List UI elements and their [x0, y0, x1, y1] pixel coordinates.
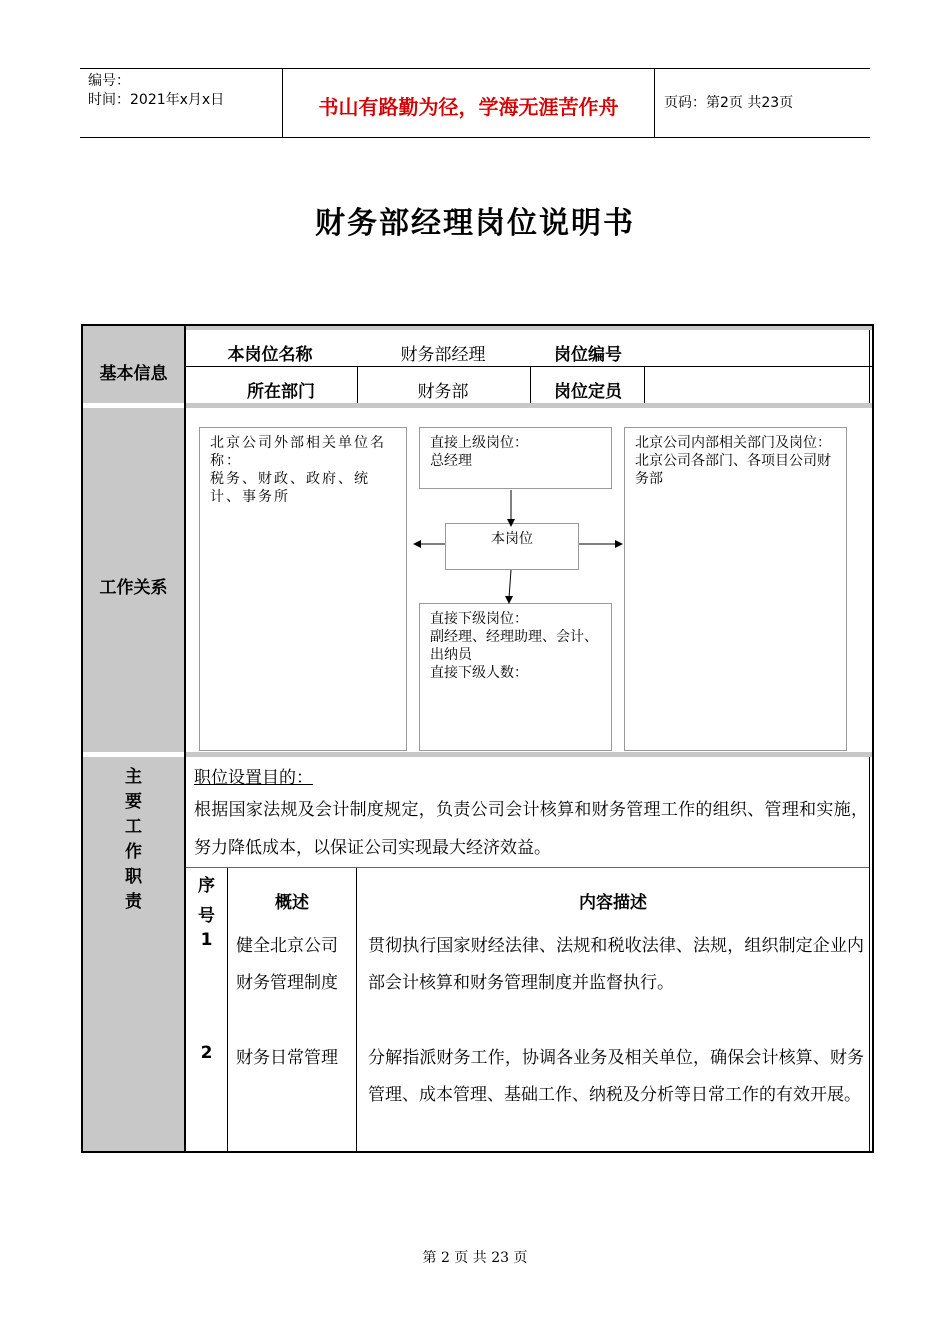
position-code-label: 岗位编号 — [554, 345, 622, 365]
document-title: 财务部经理岗位说明书 — [315, 206, 635, 241]
external-units-text: 北京公司外部相关单位名称： 税务、财政、政府、统计、事务所 — [210, 435, 386, 505]
self-position-text: 本岗位 — [491, 531, 533, 547]
headcount-label: 岗位定员 — [554, 382, 622, 402]
header-meta-cell — [80, 69, 283, 137]
department-label: 所在部门 — [247, 382, 315, 402]
row-summary: 健全北京公司财务管理制度 — [236, 936, 338, 993]
row-desc: 贯彻执行国家财经法律、法规和税收法律、法规，组织制定企业内部会计核算和财务管理制度并监督执行。 — [368, 936, 864, 993]
page-label: 页码：第2页 共23页 — [664, 95, 794, 111]
page-footer: 第 2 页 共 23 页 — [422, 1250, 528, 1266]
motto-text: 书山有路勤为径，学海无涯苦作舟 — [318, 95, 619, 119]
purpose-label: 职位设置目的： — [194, 768, 313, 788]
purpose-text: 根据国家法规及会计制度规定，负责公司会计核算和财务管理工作的组织、管理和实施，努力降低成本，以保证公司实现最大经济效益。 — [194, 800, 869, 858]
position-name-value: 财务部经理 — [400, 345, 486, 365]
row-summary: 财务日常管理 — [236, 1048, 338, 1068]
superior-box — [419, 427, 612, 489]
job-description-form — [81, 324, 874, 1153]
duties-label: 主 要 工 作 职 责 — [125, 767, 142, 912]
superior-label: 直接上级岗位： — [430, 435, 528, 451]
col-summary-header: 概述 — [275, 893, 309, 913]
row-desc: 分解指派财务工作，协调各业务及相关单位，确保会计核算、财务管理、成本管理、基础工作、纳税及分析等日常工作的有效开展。 — [368, 1048, 864, 1105]
header-motto-cell — [283, 69, 655, 137]
page-header — [80, 68, 870, 138]
external-units-box — [199, 427, 407, 751]
col-desc-header: 内容描述 — [579, 893, 647, 913]
basic-info-label: 基本信息 — [99, 364, 168, 384]
row-no: 2 — [200, 1043, 213, 1063]
department-value: 财务部 — [417, 382, 469, 402]
time-label: 时间：2021年x月x日 — [88, 92, 225, 108]
internal-units-box — [624, 427, 847, 751]
subordinate-text: 直接下级岗位： 副经理、经理助理、会计、出纳员 直接下级人数： — [430, 611, 598, 681]
number-label: 编号： — [88, 73, 130, 89]
row-no: 1 — [200, 930, 213, 950]
internal-units-text: 北京公司内部相关部门及岗位： 北京公司各部门、各项目公司财务部 — [635, 435, 831, 487]
position-name-label: 本岗位名称 — [227, 345, 313, 365]
relation-arrows — [403, 486, 633, 606]
superior-value: 总经理 — [430, 453, 472, 469]
label-column — [83, 326, 184, 1151]
col-no-header: 序号 — [198, 876, 215, 926]
header-page-cell — [655, 69, 870, 137]
work-relations-label: 工作关系 — [99, 578, 168, 598]
subordinate-box — [419, 603, 612, 751]
